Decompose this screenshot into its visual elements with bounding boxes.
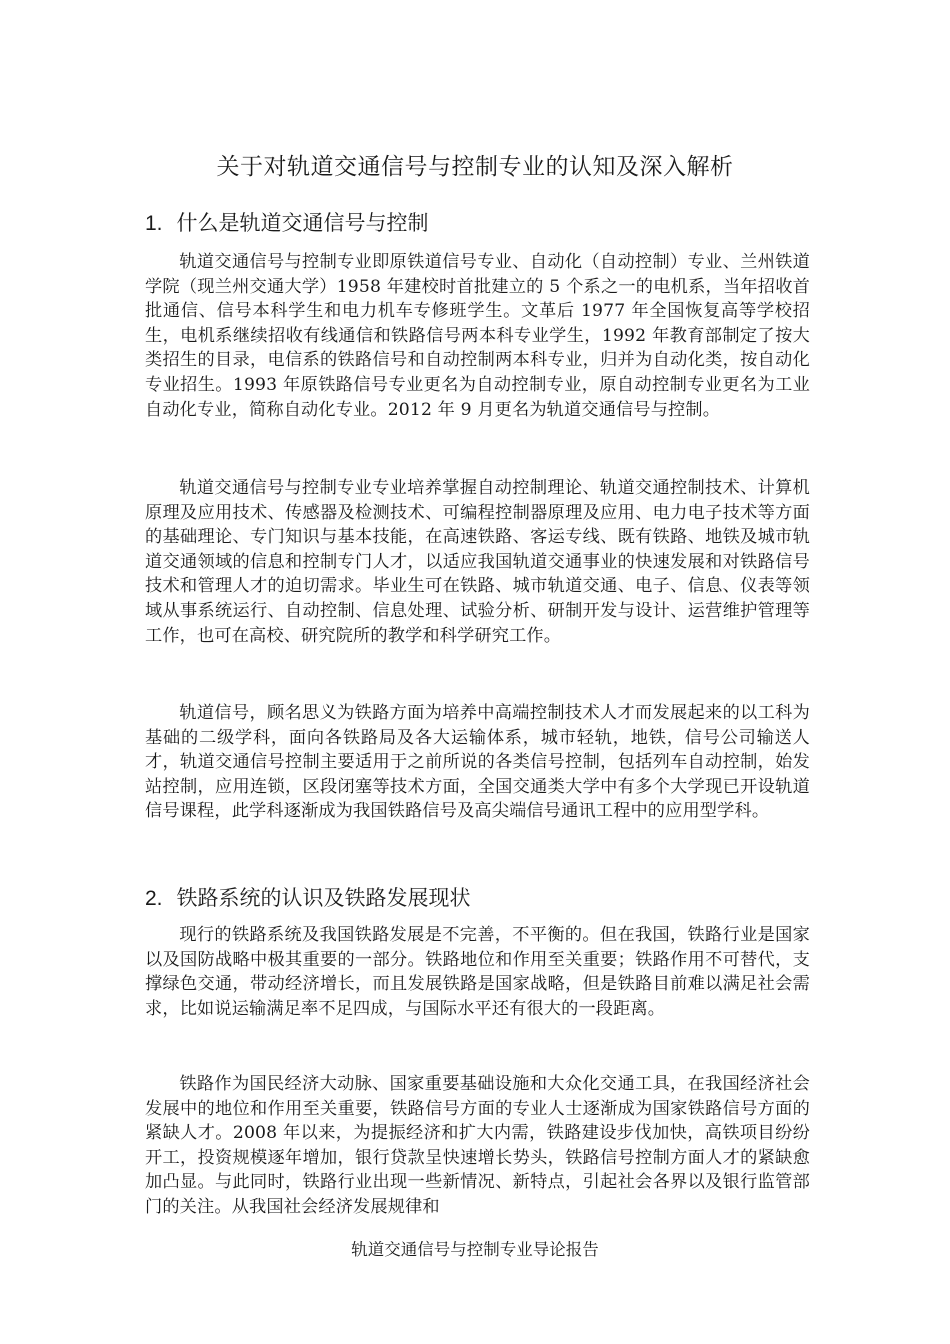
section-1-number: 1.: [145, 212, 163, 235]
section-2-paragraph-1: 现行的铁路系统及我国铁路发展是不完善，不平衡的。但在我国，铁路行业是国家以及国防战略中极其重要的一部分。铁路地位和作用至关重要；铁路作用不可替代，支撑绿色交通，带动经济增长，而且发展铁路是国家战略，但是铁路目前难以满足社会需求，比如说运输满足率不足四成，与国际水平还有很大的一段距离。: [145, 925, 810, 1019]
section-2-paragraph-2: 铁路作为国民经济大动脉、国家重要基础设施和大众化交通工具，在我国经济社会发展中的地位和作用至关重要，铁路信号方面的专业人士逐渐成为国家铁路信号方面的紧缺人才。2008 年以来，为提振经济和扩大内需，铁路建设步伐加快，高铁项目纷纷开工，投资规模逐年增加，银行贷款呈快速增长势头，铁路信号控制方面人才的紧缺愈加凸显。与此同时，铁路行业出现一些新情况、新特点，引起社会各界以及银行监管部门的关注。从我国社会经济发展规律和: [145, 1074, 810, 1217]
section-1-paragraph-3: 轨道信号，顾名思义为铁路方面为培养中高端控制技术人才而发展起来的以工科为基础的二级学科，面向各铁路局及各大运输体系，城市轻轨，地铁，信号公司输送人才，轨道交通信号控制主要适用于之前所说的各类信号控制，包括列车自动控制，始发站控制，应用连锁，区段闭塞等技术方面，全国交通类大学中有多个大学现已开设轨道信号课程，此学科逐渐成为我国铁路信号及高尖端信号通讯工程中的应用型学科。: [145, 703, 810, 822]
document-title: 关于对轨道交通信号与控制专业的认知及深入解析: [216, 154, 734, 180]
section-2-heading: [145, 883, 471, 914]
section-1-paragraph-2: 轨道交通信号与控制专业专业培养掌握自动控制理论、轨道交通控制技术、计算机原理及应用技术、传感器及检测技术、可编程控制器原理及应用、电力电子技术等方面的基础理论、专门知识与基本技能，在高速铁路、客运专线、既有铁路、地铁及城市轨道交通领域的信息和控制专门人才，以适应我国轨道交通事业的快速发展和对铁路信号技术和管理人才的迫切需求。毕业生可在铁路、城市轨道交通、电子、信息、仪表等领域从事系统运行、自动控制、信息处理、试验分析、研制开发与设计、运营维护管理等工作，也可在高校、研究院所的教学和科学研究工作。: [145, 478, 810, 646]
section-2-title: 铁路系统的认识及铁路发展现状: [176, 886, 471, 910]
section-1-heading: [145, 208, 429, 239]
page-footer: 轨道交通信号与控制专业导论报告: [351, 1240, 599, 1259]
section-2-number: 2.: [145, 887, 163, 910]
section-1-paragraph-1: 轨道交通信号与控制专业即原铁道信号专业、自动化（自动控制）专业、兰州铁道学院（现兰州交通大学）1958 年建校时首批建立的 5 个系之一的电机系，当年招收首批通信、信号本科学生和电力机车专修班学生。文革后 1977 年全国恢复高等学校招生，电机系继续招收有线通信和铁路信号两本科专业学生，1992 年教育部制定了按大类招生的目录，电信系的铁路信号和自动控制两本科专业，归并为自动化类，按自动化专业招生。1993 年原铁路信号专业更名为自动控制专业，原自动控制专业更名为工业自动化专业，简称自动化专业。2012 年 9 月更名为轨道交通信号与控制。: [145, 252, 810, 420]
section-1-title: 什么是轨道交通信号与控制: [176, 211, 429, 235]
